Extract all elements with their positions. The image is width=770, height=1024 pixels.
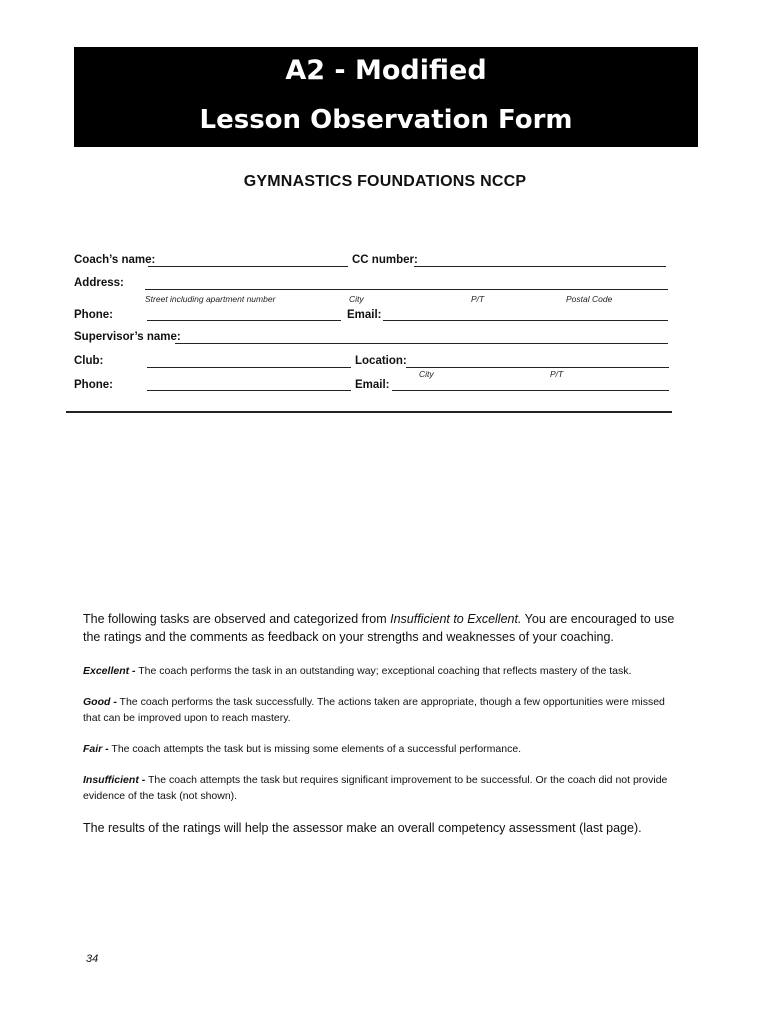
supervisor-name-field[interactable] [175,343,668,344]
page-number: 34 [86,953,99,965]
intro-paragraph: The following tasks are observed and categorized from Insufficient to Excellent. You are encouraged to use the ratings and the comments as feedback on your strengths and weaknesses of your coaching. [83,612,675,644]
location-field[interactable] [406,367,669,368]
address-field[interactable] [145,289,668,290]
form-code-title: A2 - Modified [285,55,487,86]
email-field[interactable] [383,320,668,321]
address-street-hint: Street including apartment number [145,294,276,304]
supervisor-name-label: Supervisor’s name: [74,331,181,343]
program-subtitle: GYMNASTICS FOUNDATIONS NCCP [243,173,527,190]
fair-definition: Fair - The coach attempts the task but is missing some elements of a successful performance. [83,743,522,755]
address-postal-hint: Postal Code [566,294,613,304]
address-city-hint: City [349,294,364,304]
club-phone-field[interactable] [147,390,351,391]
title-banner [74,47,698,147]
club-label: Club: [74,355,104,367]
excellent-definition: Excellent - The coach performs the task in an outstanding way; exceptional coaching that reflects mastery of the task. [83,665,632,677]
insufficient-definition: Insufficient - The coach attempts the task but requires significant improvement to be successful. Or the coach did not provide evidence of the task (not shown). [83,774,668,802]
club-field[interactable] [147,367,351,368]
address-label: Address: [74,277,124,289]
cc-number-label: CC number: [352,254,418,266]
email-label: Email: [347,309,382,321]
club-email-field[interactable] [392,390,669,391]
phone-field[interactable] [147,320,341,321]
form-title: Lesson Observation Form [199,105,573,135]
section-divider [66,411,672,413]
results-paragraph: The results of the ratings will help the assessor make an overall competency assessment (last page). [83,821,642,835]
club-email-label: Email: [355,379,390,391]
location-city-hint: City [419,369,434,379]
address-pt-hint: P/T [471,294,485,304]
location-label: Location: [355,355,407,367]
phone-label: Phone: [74,309,113,321]
cc-number-field[interactable] [414,266,666,267]
club-phone-label: Phone: [74,379,113,391]
coach-name-field[interactable] [148,266,348,267]
coach-name-label: Coach’s name: [74,254,156,266]
location-pt-hint: P/T [550,369,564,379]
good-definition: Good - The coach performs the task successfully. The actions taken are appropriate, though a few opportunities were missed that can be improved upon to reach mastery. [83,696,665,724]
